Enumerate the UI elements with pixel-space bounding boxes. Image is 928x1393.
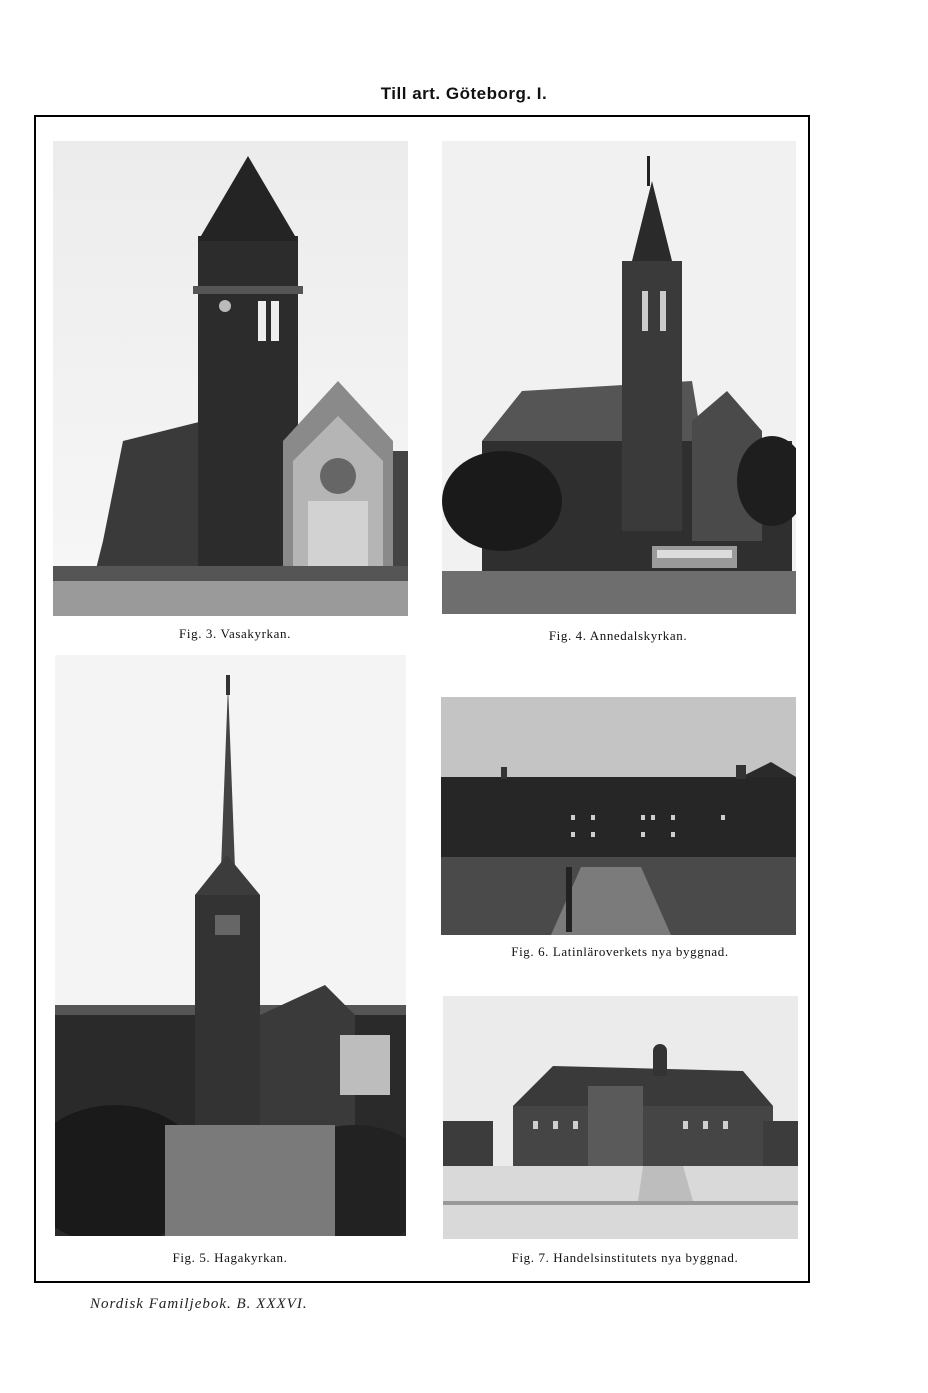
figure-5-photo [55,655,406,1236]
page-header: Till art. Göteborg. I. [380,84,548,103]
figure-4-photo [442,141,796,614]
figure-7-photo [443,996,798,1239]
figure-6-caption: Fig. 6. Latinläroverkets nya byggnad. [511,944,729,959]
figure-7-caption: Fig. 7. Handelsinstitutets nya byggnad. [511,1250,739,1265]
figure-4-caption: Fig. 4. Annedalskyrkan. [548,628,688,643]
page-footer: Nordisk Familjebok. B. XXXVI. [90,1296,308,1312]
figure-3-photo [53,141,408,616]
figure-3-caption: Fig. 3. Vasakyrkan. [179,626,291,641]
figure-6-photo [441,697,796,935]
figure-5-caption: Fig. 5. Hagakyrkan. [172,1250,288,1265]
